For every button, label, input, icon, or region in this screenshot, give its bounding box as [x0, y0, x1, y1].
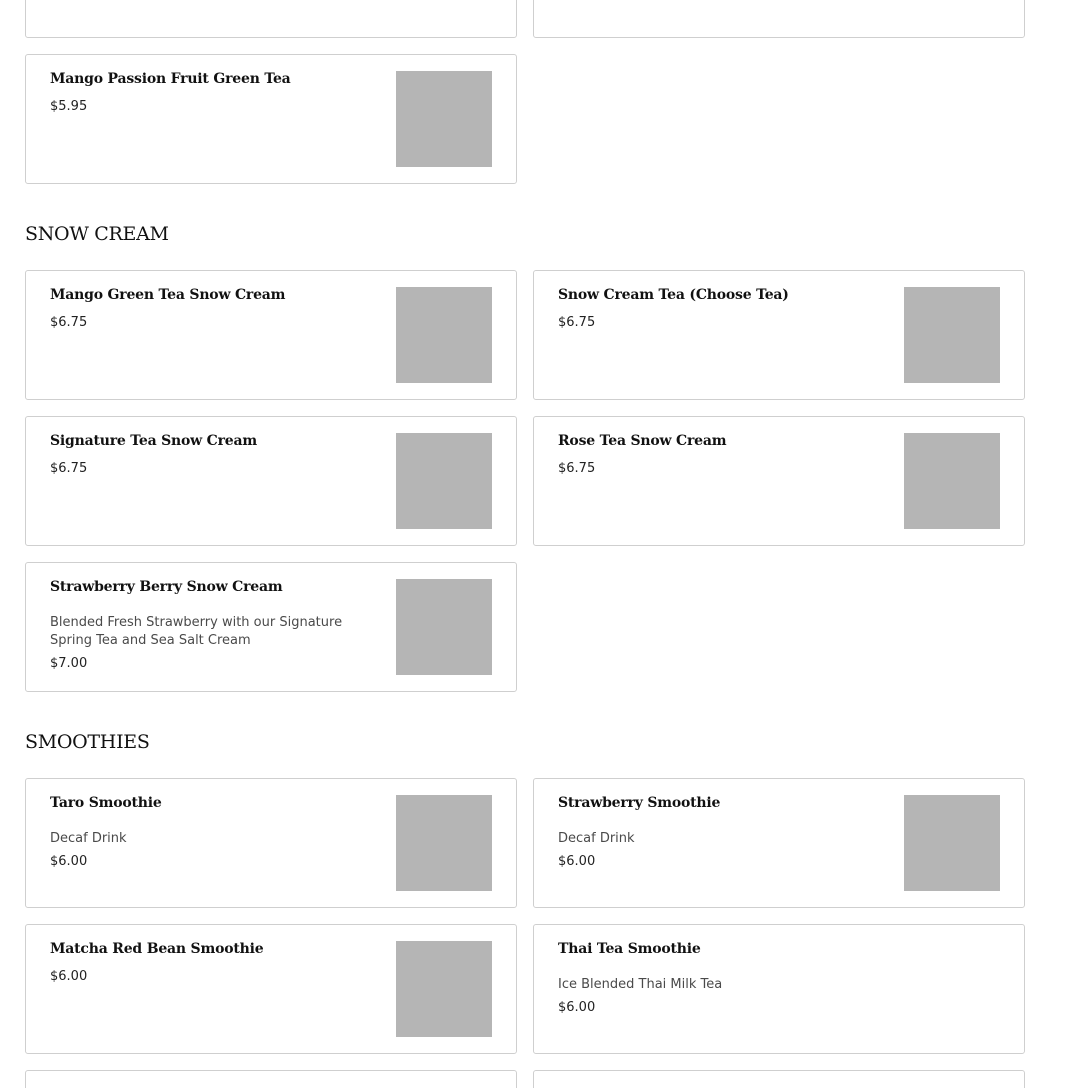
menu-item-title: Strawberry Berry Snow Cream: [50, 579, 283, 595]
menu-item-price: $6.75: [50, 461, 88, 476]
menu-item-title: Rose Tea Snow Cream: [558, 433, 727, 449]
menu-item-image: [396, 795, 492, 891]
menu-item-title: Mango Green Tea Snow Cream: [50, 287, 286, 303]
menu-item-title: Taro Smoothie: [50, 795, 162, 811]
menu-item-price: $6.00: [558, 854, 596, 869]
menu-item-image: [396, 71, 492, 167]
menu-item-description: Decaf Drink: [50, 831, 127, 846]
menu-item-image: [904, 433, 1000, 529]
menu-item-card[interactable]: [533, 924, 1025, 1054]
menu-item-description: Ice Blended Thai Milk Tea: [558, 977, 723, 992]
menu-item-price: $6.75: [50, 315, 88, 330]
menu-item-card[interactable]: [25, 0, 517, 38]
menu-item-title: Matcha Red Bean Smoothie: [50, 941, 264, 957]
menu-item-description: Blended Fresh Strawberry with our Signature Spring Tea and Sea Salt Cream: [50, 615, 343, 648]
menu-item-card[interactable]: [533, 416, 1025, 546]
menu-item-price: $5.95: [50, 99, 88, 114]
section-heading-snow-cream: SNOW CREAM: [25, 223, 169, 245]
menu-item-image: [396, 941, 492, 1037]
menu-item-image: [396, 433, 492, 529]
menu-item-card[interactable]: [25, 54, 517, 184]
menu-item-image: [904, 287, 1000, 383]
menu-item-price: $6.75: [558, 315, 596, 330]
menu-item-card[interactable]: [533, 778, 1025, 908]
menu-item-card[interactable]: [25, 1070, 517, 1088]
menu-item-image: [904, 795, 1000, 891]
menu-item-title: Mango Passion Fruit Green Tea: [50, 71, 291, 87]
menu-item-title: Thai Tea Smoothie: [558, 941, 701, 957]
menu-item-price: $6.00: [558, 1000, 596, 1015]
menu-item-price: $6.00: [50, 854, 88, 869]
menu-item-title: Signature Tea Snow Cream: [50, 433, 257, 449]
section-heading-smoothies: SMOOTHIES: [25, 731, 150, 753]
menu-item-price: $6.75: [558, 461, 596, 476]
menu-item-card[interactable]: [25, 924, 517, 1054]
menu-item-image: [396, 287, 492, 383]
menu-item-price: $7.00: [50, 656, 88, 671]
menu-item-card[interactable]: [25, 270, 517, 400]
menu-item-title: Strawberry Smoothie: [558, 795, 721, 811]
menu-item-card[interactable]: [25, 416, 517, 546]
menu-item-card[interactable]: [533, 1070, 1025, 1088]
menu-item-card[interactable]: [533, 0, 1025, 38]
menu-item-price: $6.00: [50, 969, 88, 984]
menu-item-card[interactable]: [25, 778, 517, 908]
menu-item-description: Decaf Drink: [558, 831, 635, 846]
menu-item-title: Snow Cream Tea (Choose Tea): [558, 287, 789, 303]
menu-item-card[interactable]: [533, 270, 1025, 400]
menu-item-card[interactable]: [25, 562, 517, 692]
menu-item-image: [396, 579, 492, 675]
